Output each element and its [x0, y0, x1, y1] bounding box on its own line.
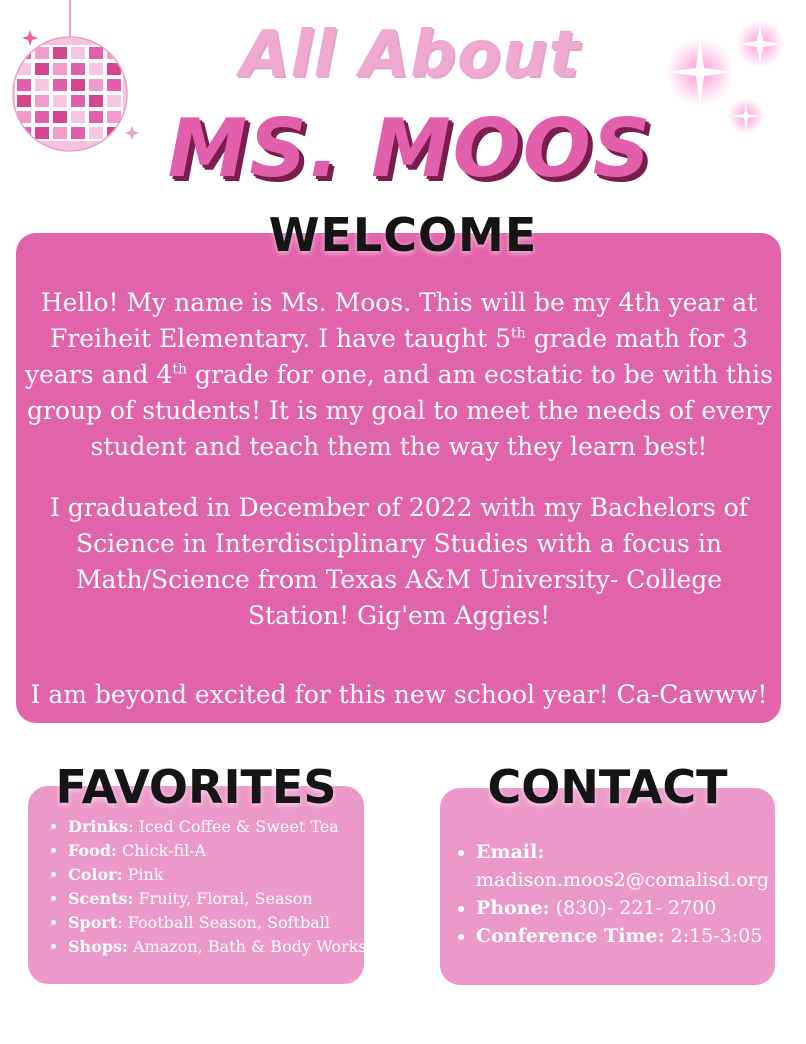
contact-heading: CONTACT	[487, 760, 728, 814]
favorites-list	[44, 815, 383, 959]
welcome-paragraph-1: Hello! My name is Ms. Moos. This will be my 4th year at Freiheit Elementary. I have taught 5th grade math for 3 years and 4th grade for one, and am ecstatic to be with this group of students! It is my goal to meet the needs of every student and teach them the way they learn best!	[24, 288, 773, 461]
list-item: • Color: Pink	[68, 863, 383, 887]
title-all-about: All About	[239, 18, 581, 92]
contact-email: • Email: madison.moos2@comalisd.org	[476, 838, 806, 894]
list-item: • Drinks: Iced Coffee & Sweet Tea	[68, 815, 383, 839]
list-item: • Shops: Amazon, Bath & Body Works	[68, 935, 383, 959]
welcome-paragraph-2: I graduated in December of 2022 with my Bachelors of Science in Interdisciplinary Studies with a focus in Math/Science from Texas A&M University- College Station! Gig'em Aggies!	[50, 493, 748, 630]
list-item: • Scents: Fruity, Floral, Season	[68, 887, 383, 911]
favorites-heading: FAVORITES	[55, 760, 337, 814]
page-title: MS. MOOS	[167, 102, 653, 195]
contact-conference-time: • Conference Time: 2:15-3:05	[476, 922, 806, 950]
contact-list	[452, 838, 806, 950]
list-item: • Food: Chick-fil-A	[68, 839, 383, 863]
welcome-paragraph-3: I am beyond excited for this new school year! Ca-Cawww!	[30, 680, 768, 709]
welcome-heading: WELCOME	[268, 208, 538, 262]
contact-phone: • Phone: (830)- 221- 2700	[476, 894, 806, 922]
list-item: • Sport: Football Season, Softball	[68, 911, 383, 935]
